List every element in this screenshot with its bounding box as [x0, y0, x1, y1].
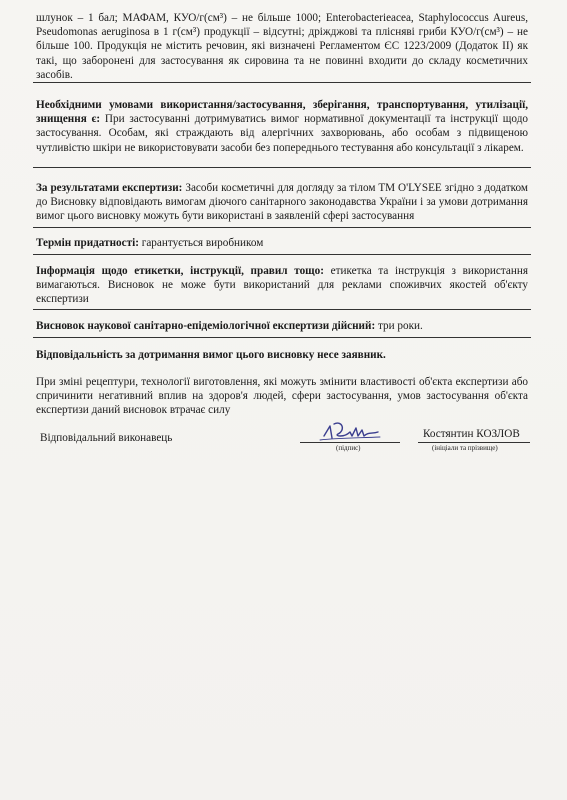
separator-5: [33, 309, 531, 310]
labeling-label: Інформація щодо етикетки, інструкції, правил тощо:: [36, 265, 324, 277]
separator-4: [33, 254, 531, 255]
name-caption: (ініціали та прізвище): [432, 444, 498, 452]
responsibility-text: Відповідальність за дотримання вимог цього висновку несе заявник.: [36, 349, 386, 361]
labeling-text: етикетка та інструкція з використання вимагаються. Висновок не може бути використаний для реклами споживчих якостей об'єкту експертизи: [36, 265, 528, 306]
executor-label: Відповідальний виконавець: [40, 432, 173, 444]
change-note-text: При зміні рецептури, технології виготовлення, які можуть змінити властивості об'єкта експертизи або спричинити негативний вплив на здоров'я людей, сфери застосування, умов застосування об'єкта експертизи даний висновок втрачає силу: [36, 376, 528, 417]
intro-paragraph: [36, 11, 528, 82]
intro-text: шлунок – 1 бал; МАФАМ, КУО/г(см³) – не більше 1000; Enterobacterieacea, Staphylococcus Aureus, Pseudomonas aeruginosa в 1 г(см³) продукції – відсутні; дріжджові та плісняві гриби КУО/г(см³) – не більше 100. Продукція не містить речовин, які визначені Регламентом ЄС 1223/2009 (Додаток ІІ) як такі, що заборонені для застосування як сировина та не повинні входити до складу косметичних засобів.: [36, 12, 528, 81]
results-paragraph: [36, 181, 528, 224]
separator-3: [33, 227, 531, 228]
shelf-life-label: Термін придатності:: [36, 237, 139, 249]
signature-caption: (підпис): [336, 444, 361, 452]
change-note-paragraph: [36, 375, 528, 418]
conditions-paragraph: [36, 98, 528, 155]
results-label: За результатами експертизи:: [36, 182, 183, 194]
separator-6: [33, 337, 531, 338]
separator-2: [33, 167, 531, 168]
shelf-life-paragraph: [36, 236, 528, 250]
conditions-text: При застосуванні дотримуватись вимог нормативної документації та інструкції щодо застосування. Особам, які страждають від алергічних захворювань, або особам з підвищеною чутливістю шкіри не використовувати засоби без попереднього тестування або консультації з лікарем.: [36, 113, 528, 154]
labeling-paragraph: [36, 264, 528, 307]
executor-name: Костянтин КОЗЛОВ: [423, 428, 520, 440]
shelf-life-text: гарантується виробником: [138, 237, 264, 249]
responsibility-paragraph: [36, 348, 528, 362]
validity-text: три роки.: [375, 320, 423, 332]
validity-label: Висновок наукової санітарно-епідеміологічної експертизи дійсний:: [36, 320, 376, 332]
signature-line: [300, 442, 400, 443]
name-line: [418, 442, 530, 443]
conditions-label: Необхідними умовами використання/застосування, зберігання, транспортування, утилізації, знищення є:: [36, 99, 528, 126]
separator-1: [33, 82, 531, 83]
results-text: Засоби косметичні для догляду за тілом ТМ O'LYSEE згідно з додатком до Висновку відповідають вимогам діючого санітарного законодавства України і за умови дотримання вимог цього висновку можуть бути використані в заявленій сфері застосування: [36, 182, 528, 223]
validity-paragraph: [36, 319, 528, 333]
